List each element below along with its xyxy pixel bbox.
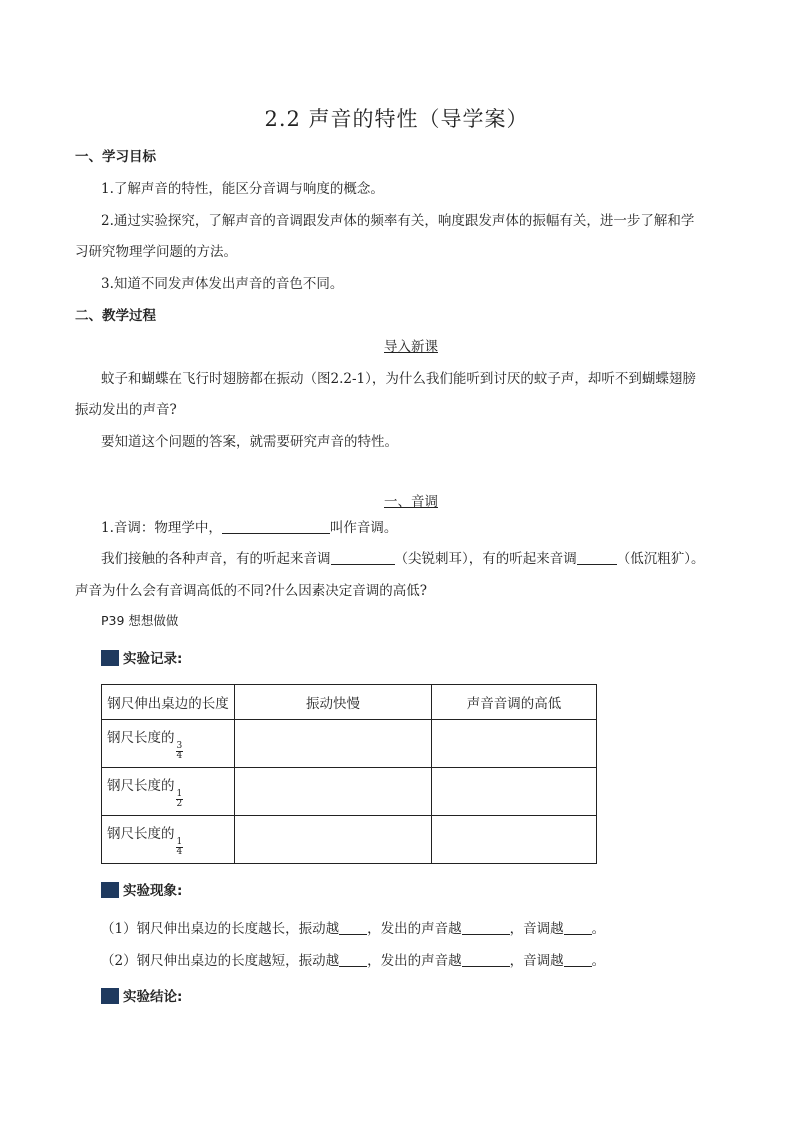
phenomenon-line-1 (101, 917, 605, 937)
phenomenon-text: （2）钢尺伸出桌边的长度越短，振动越 (101, 953, 340, 969)
section-marker-icon (101, 988, 119, 1004)
fill-blank (462, 920, 510, 935)
phenomenon-line-2 (101, 949, 605, 969)
fraction-numerator: 1 (176, 789, 183, 799)
pitch-line-2a: 我们接触的各种声音，有的听起来音调 (101, 551, 331, 567)
pitch-line-2c: （低沉粗犷）。 (616, 551, 705, 567)
table-row (102, 816, 597, 864)
table-cell (235, 720, 432, 768)
table-row (102, 720, 597, 768)
pitch-line-2b: （尖锐刺耳），有的听起来音调 (394, 551, 577, 567)
goal-item-3: 3.知道不同发声体发出声音的音色不同。 (101, 276, 344, 292)
fill-blank (462, 952, 510, 967)
table-row (102, 768, 597, 816)
fraction-denominator: 2 (176, 799, 183, 809)
intro-line-3: 要知道这个问题的答案，就需要研究声音的特性。 (101, 434, 398, 450)
fraction-denominator: 4 (176, 847, 183, 857)
table-cell (432, 816, 597, 864)
row-label-text: 钢尺长度的 (107, 730, 175, 746)
page-title: 2.2 声音的特性（导学案） (264, 107, 529, 131)
column-header: 钢尺伸出桌边的长度 (102, 685, 235, 720)
section-heading-goals: 一、学习目标 (75, 149, 156, 165)
row-label (102, 816, 235, 864)
goal-item-2-cont: 习研究物理学问题的方法。 (75, 244, 237, 260)
fraction (176, 838, 184, 857)
pitch-def-suffix: 叫作音调。 (329, 520, 398, 536)
row-label (102, 768, 235, 816)
phenomenon-text: ，发出的声音越 (367, 953, 462, 969)
intro-line-1: 蚊子和蝴蝶在飞行时翅膀都在振动（图2.2-1），为什么我们能听到讨厌的蚊子声，却听不到蝴蝶翅膀 (101, 371, 696, 387)
column-header: 振动快慢 (235, 685, 432, 720)
phenomenon-text: ，音调越 (509, 953, 564, 969)
phenomenon-text: ，音调越 (509, 921, 564, 937)
conclusion-label (101, 985, 182, 1005)
row-label-text: 钢尺长度的 (107, 778, 175, 794)
pitch-def-prefix: 1.音调：物理学中， (101, 520, 222, 536)
column-header: 声音音调的高低 (432, 685, 597, 720)
conclusion-label-text: 实验结论: (123, 989, 183, 1005)
table-cell (432, 768, 597, 816)
phenomenon-label (101, 879, 182, 899)
phenomenon-text: （1）钢尺伸出桌边的长度越长，振动越 (101, 921, 340, 937)
record-label-text: 实验记录: (123, 651, 183, 667)
pitch-subtitle: 一、音调 (384, 494, 438, 510)
goal-item-1: 1.了解声音的特性，能区分音调与响度的概念。 (101, 181, 384, 197)
fill-blank (339, 920, 367, 935)
fraction (176, 790, 184, 809)
table-cell (235, 768, 432, 816)
section-heading-process: 二、教学过程 (75, 308, 156, 324)
experiment-table (101, 684, 597, 864)
row-label-text: 钢尺长度的 (107, 826, 175, 842)
fraction (176, 742, 184, 761)
pitch-question: 声音为什么会有音调高低的不同?什么因素决定音调的高低? (75, 583, 427, 599)
goal-item-2: 2.通过实验探究，了解声音的音调跟发声体的频率有关，响度跟发声体的振幅有关，进一步了解和学 (101, 213, 695, 229)
phenomenon-text: 。 (591, 921, 606, 937)
fraction-denominator: 4 (176, 751, 183, 761)
table-cell (235, 816, 432, 864)
intro-line-2: 振动发出的声音? (75, 402, 177, 418)
fill-blank (564, 920, 592, 935)
page-reference: P39 想想做做 (101, 613, 179, 628)
intro-subtitle: 导入新课 (384, 339, 438, 355)
phenomenon-label-text: 实验现象: (123, 883, 183, 899)
fill-blank (564, 952, 592, 967)
pitch-line-2 (101, 547, 705, 567)
fill-blank (577, 550, 617, 565)
fraction-numerator: 3 (176, 741, 183, 751)
fill-blank (222, 519, 330, 534)
table-cell (432, 720, 597, 768)
row-label (102, 720, 235, 768)
fill-blank (331, 550, 395, 565)
section-marker-icon (101, 882, 119, 898)
section-marker-icon (101, 650, 119, 666)
table-header-row (102, 685, 597, 720)
record-label (101, 647, 182, 667)
fill-blank (339, 952, 367, 967)
fraction-numerator: 1 (176, 837, 183, 847)
phenomenon-text: 。 (591, 953, 606, 969)
pitch-definition (101, 516, 397, 536)
phenomenon-text: ，发出的声音越 (367, 921, 462, 937)
